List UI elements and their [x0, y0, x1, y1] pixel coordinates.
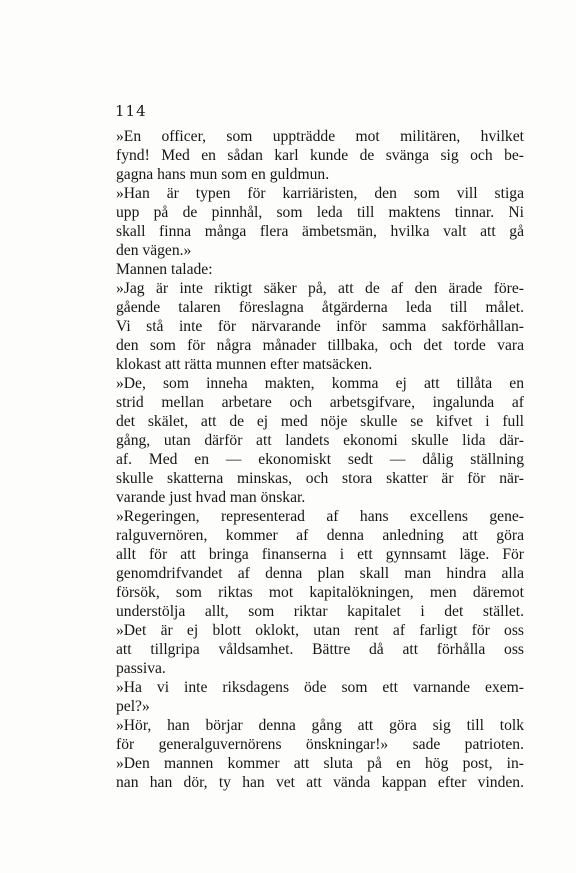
text-line: »Hör, han börjar denna gång att göra sig till tolk [116, 717, 524, 734]
text-line: »Han är typen för karriäristen, den som vill stiga [116, 185, 524, 202]
page-number: 114 [115, 102, 147, 120]
text-line: klokast att rätta munnen efter matsäcken. [116, 356, 373, 373]
text-line: gång, utan därför att landets ekonomi skulle lida där- [116, 432, 524, 449]
text-line: »Det är ej blott oklokt, utan rent af farligt för oss [116, 622, 524, 639]
text-line: fynd! Med en sådan karl kunde de svänga sig och be- [116, 147, 524, 164]
text-line: skulle skatterna minskas, och stora skatter är för när- [116, 470, 524, 487]
text-line: varande just hvad man önskar. [116, 489, 306, 506]
text-line: att tillgripa våldsamhet. Bättre då att förhålla oss [116, 641, 524, 658]
text-line: ralguvernören, kommer af denna anledning att göra [116, 527, 524, 544]
text-line: pel?» [116, 698, 150, 715]
text-line: det skälet, att de ej med nöje skulle se kifvet i full [116, 413, 524, 430]
text-line: »Regeringen, representerad af hans excellens gene- [116, 508, 524, 525]
text-line: »Jag är inte riktigt säker på, att de af den ärade före- [116, 280, 524, 297]
text-line: Mannen talade: [116, 261, 213, 278]
text-line: den som för några månader tillbaka, och det torde vara [116, 337, 524, 354]
text-line: försök, som riktas mot kapitalökningen, men däremot [116, 584, 524, 601]
text-line: strid mellan arbetare och arbetsgifvare, ingalunda af [116, 394, 524, 411]
body-text [116, 127, 524, 792]
text-line: genomdrifvandet af denna plan skall man hindra alla [116, 565, 524, 582]
text-line: allt för att bringa finanserna i ett gynnsamt läge. För [116, 546, 524, 563]
text-line: nan han dör, ty han vet att vända kappan efter vinden. [116, 774, 524, 791]
text-line: »Den mannen kommer att sluta på en hög post, in- [116, 755, 524, 772]
text-line: understölja allt, som riktar kapitalet i det stället. [116, 603, 524, 620]
text-line: »En officer, som uppträdde mot militären, hvilket [116, 128, 524, 145]
text-line: »De, som inneha makten, komma ej att tillåta en [116, 375, 524, 392]
text-line: passiva. [116, 660, 166, 677]
text-line: gagna hans mun som en guldmun. [116, 166, 330, 183]
text-line: den vägen.» [116, 242, 192, 259]
text-line: »Ha vi inte riksdagens öde som ett varnande exem- [116, 679, 524, 696]
text-line: af. Med en — ekonomiskt sedt — dålig ställning [116, 451, 524, 468]
text-line: gående talaren föreslagna åtgärderna leda till målet. [116, 299, 524, 316]
text-line: skall finna många flera ämbetsmän, hvilka valt att gå [116, 223, 524, 240]
text-line: upp på de pinnhål, som leda till maktens tinnar. Ni [116, 204, 524, 221]
text-line: Vi stå inte för närvarande inför samma sakförhållan- [116, 318, 524, 335]
text-line: för generalguvernörens önskningar!» sade patrioten. [116, 736, 524, 753]
